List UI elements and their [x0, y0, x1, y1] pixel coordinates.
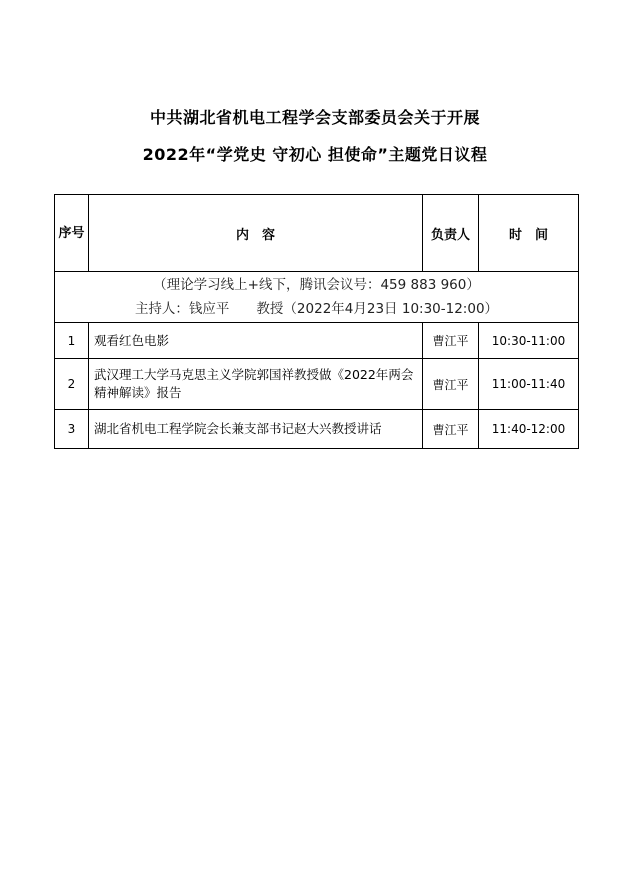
row-content: 武汉理工大学马克思主义学院郭国祥教授做《2022年两会精神解读》报告 — [89, 359, 423, 410]
row-content: 观看红色电影 — [89, 323, 423, 359]
row-person: 曹江平 — [423, 323, 479, 359]
document-title-line-2: 2022年“学党史 守初心 担使命”主题党日议程 — [142, 145, 488, 164]
table-row — [55, 323, 579, 359]
meeting-info-line-2: 主持人：钱应平 教授（2022年4月23日 10:30-12:00） — [134, 301, 499, 317]
row-no: 2 — [55, 359, 89, 410]
row-no: 1 — [55, 323, 89, 359]
document-title-line-1: 中共湖北省机电工程学会支部委员会关于开展 — [149, 108, 480, 127]
row-person: 曹江平 — [423, 410, 479, 449]
row-person: 曹江平 — [423, 359, 479, 410]
table-row — [55, 359, 579, 410]
header-no: 序号 — [55, 195, 89, 272]
header-content: 内 容 — [89, 195, 423, 272]
row-time: 11:40-12:00 — [479, 410, 579, 449]
row-content: 湖北省机电工程学院会长兼支部书记赵大兴教授讲话 — [89, 410, 423, 449]
row-time: 10:30-11:00 — [479, 323, 579, 359]
meeting-info-row — [55, 272, 579, 323]
row-time: 11:00-11:40 — [479, 359, 579, 410]
agenda-table — [54, 194, 579, 449]
meeting-info-cell — [55, 272, 579, 323]
meeting-info-line-1: （理论学习线上+线下，腾讯会议号：459 883 960） — [153, 277, 480, 293]
table-row — [55, 410, 579, 449]
header-person: 负责人 — [423, 195, 479, 272]
table-header-row — [55, 195, 579, 272]
row-no: 3 — [55, 410, 89, 449]
header-time: 时 间 — [479, 195, 579, 272]
